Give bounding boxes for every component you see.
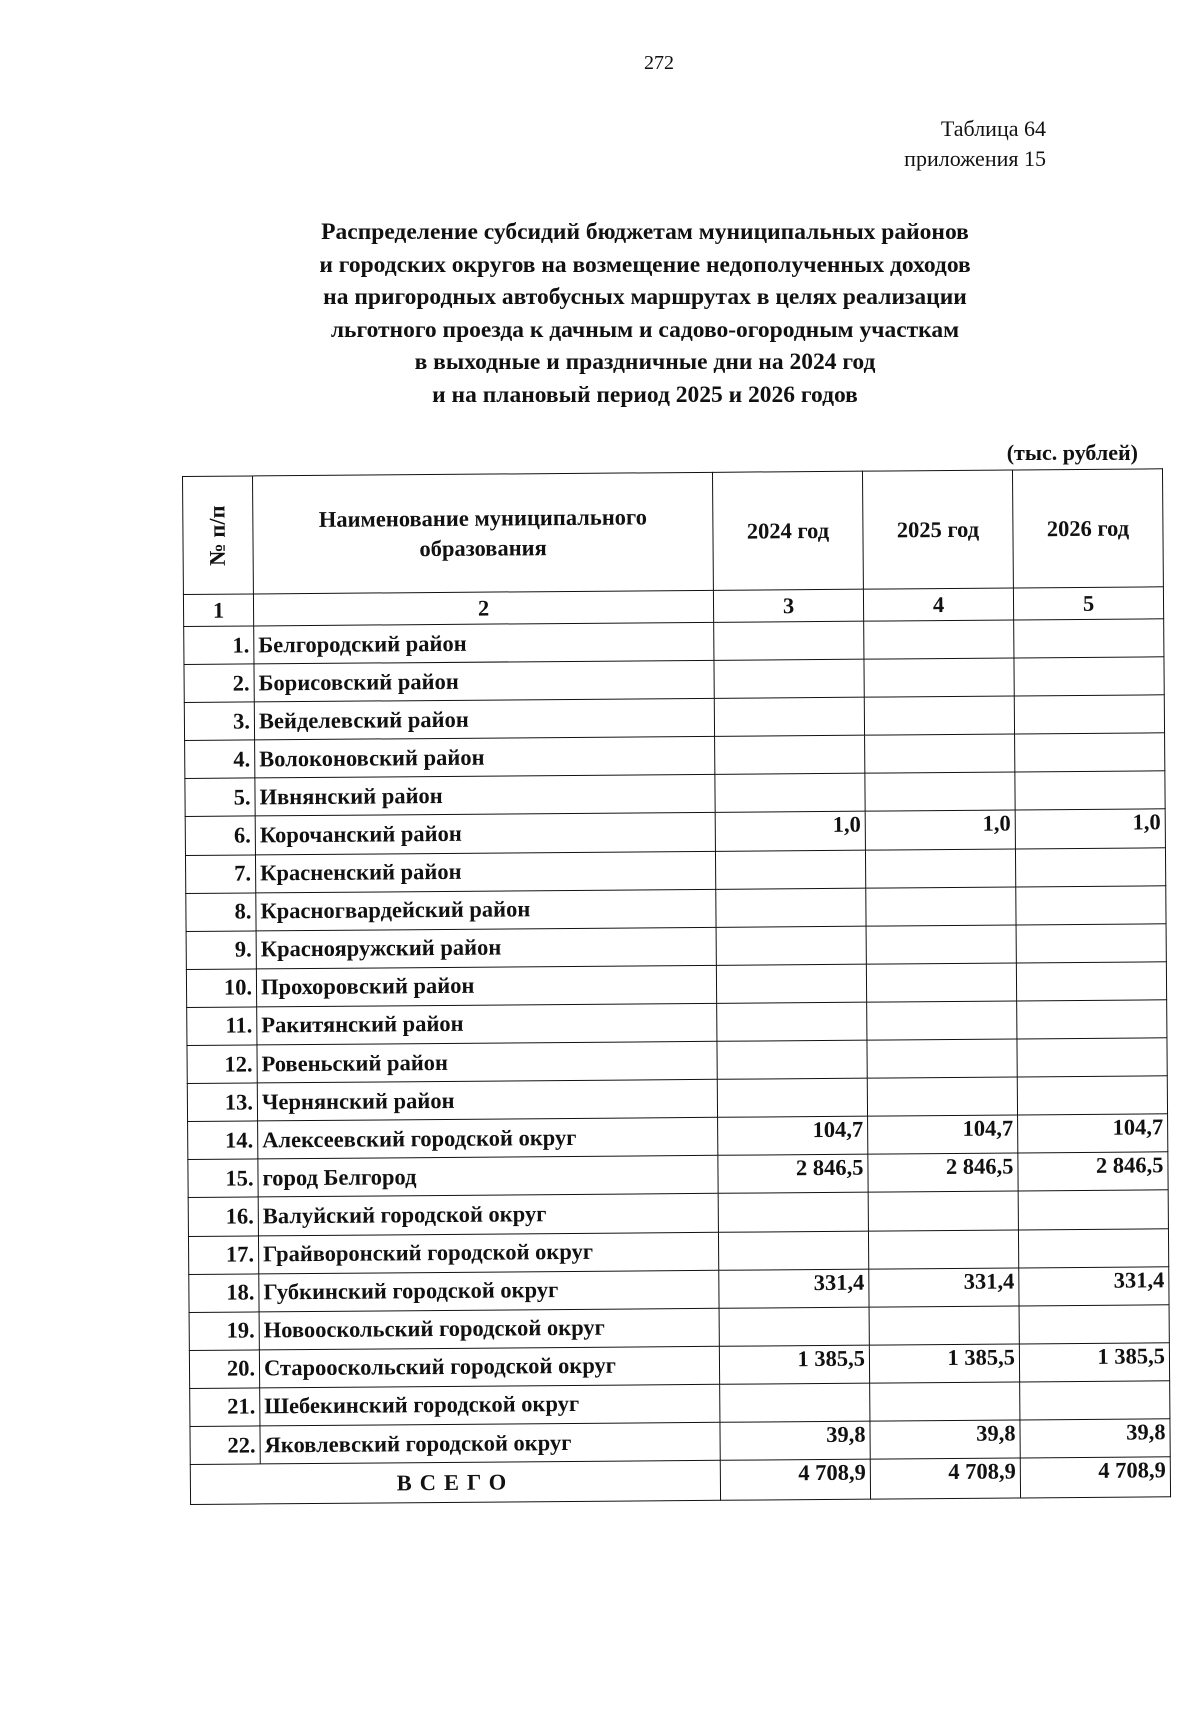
row-number: 15. <box>188 1159 258 1198</box>
value-2026 <box>1016 962 1166 1001</box>
municipality-name: Валуйский городской округ <box>258 1194 718 1236</box>
row-number: 2. <box>184 664 254 703</box>
total-2025: 4 708,9 <box>870 1458 1020 1499</box>
value-2026 <box>1015 771 1165 810</box>
value-2026 <box>1014 657 1164 696</box>
value-2025 <box>866 925 1016 964</box>
value-2026 <box>1015 847 1165 886</box>
row-number: 22. <box>190 1426 260 1465</box>
value-2024: 331,4 <box>719 1269 869 1308</box>
value-2026 <box>1017 1076 1167 1115</box>
municipality-name: Краснояружский район <box>256 927 716 969</box>
value-2024: 1 385,5 <box>719 1345 869 1384</box>
municipality-name: Красненский район <box>255 851 715 893</box>
col-header-name-line2: образования <box>419 534 547 561</box>
value-2025: 331,4 <box>869 1268 1019 1307</box>
row-number: 12. <box>187 1045 257 1084</box>
value-2025: 39,8 <box>870 1420 1020 1459</box>
municipality-name: Грайворонский городской округ <box>258 1232 718 1274</box>
value-2024 <box>717 1002 867 1041</box>
value-2025 <box>868 1229 1018 1268</box>
value-2026: 331,4 <box>1019 1266 1169 1305</box>
row-number: 21. <box>190 1388 260 1427</box>
value-2026 <box>1014 619 1164 658</box>
value-2024 <box>717 1040 867 1079</box>
value-2024 <box>717 1078 867 1117</box>
value-2024 <box>716 964 866 1003</box>
row-number: 14. <box>188 1121 258 1160</box>
value-2026 <box>1018 1228 1168 1267</box>
value-2025 <box>867 1077 1017 1116</box>
total-2024: 4 708,9 <box>720 1459 870 1500</box>
row-number: 6. <box>185 816 255 855</box>
value-2025 <box>867 1039 1017 1078</box>
value-2024 <box>718 1231 868 1270</box>
title-line: в выходные и праздничные дни на 2024 год <box>414 349 876 375</box>
col-index: 2 <box>253 590 713 626</box>
value-2025 <box>866 963 1016 1002</box>
value-2024: 104,7 <box>718 1116 868 1155</box>
municipality-name: Белгородский район <box>254 622 714 664</box>
col-header-2024: 2024 год <box>712 471 863 590</box>
page-number: 272 <box>644 52 674 74</box>
value-2025: 1,0 <box>865 810 1015 849</box>
value-2025 <box>864 658 1014 697</box>
title-line: на пригородных автобусных маршрутах в целях реализации <box>323 284 967 310</box>
value-2026 <box>1016 924 1166 963</box>
value-2024 <box>715 850 865 889</box>
table-ref-line1: Таблица 64 <box>940 116 1046 141</box>
value-2025: 2 846,5 <box>868 1153 1018 1192</box>
row-number: 10. <box>186 969 256 1008</box>
value-2025 <box>867 1001 1017 1040</box>
value-2024: 39,8 <box>720 1421 870 1460</box>
municipality-name: Чернянский район <box>257 1079 717 1121</box>
col-index: 5 <box>1013 587 1163 620</box>
value-2024 <box>714 621 864 660</box>
value-2026 <box>1014 695 1164 734</box>
value-2025: 1 385,5 <box>869 1344 1019 1383</box>
col-header-2025: 2025 год <box>862 470 1013 589</box>
value-2025 <box>865 772 1015 811</box>
value-2026 <box>1017 1000 1167 1039</box>
title-line: и городских округов на возмещение недополученных доходов <box>319 251 971 278</box>
units-label: (тыс. рублей) <box>1006 440 1138 465</box>
row-number: 16. <box>188 1197 258 1236</box>
value-2025 <box>864 696 1014 735</box>
value-2026 <box>1017 1038 1167 1077</box>
row-number: 3. <box>184 702 254 741</box>
value-2024: 2 846,5 <box>718 1154 868 1193</box>
total-row <box>190 1457 1170 1505</box>
municipality-name: Красногвардейский район <box>256 889 716 931</box>
value-2026 <box>1015 733 1165 772</box>
value-2024 <box>716 888 866 927</box>
value-2026 <box>1019 1304 1169 1343</box>
value-2026 <box>1020 1381 1170 1420</box>
row-number: 9. <box>186 931 256 970</box>
value-2026: 104,7 <box>1018 1114 1168 1153</box>
value-2026 <box>1018 1190 1168 1229</box>
value-2024 <box>720 1383 870 1422</box>
col-header-num-label: № п/п <box>204 504 231 566</box>
title-line: льготного проезда к дачным и садово-огородным участкам <box>330 316 960 343</box>
municipality-name: Ракитянский район <box>257 1003 717 1045</box>
row-number: 18. <box>189 1274 259 1313</box>
value-2025 <box>865 849 1015 888</box>
municipality-name: Алексеевский городской округ <box>258 1118 718 1160</box>
row-number: 4. <box>185 740 255 779</box>
row-number: 19. <box>189 1312 259 1351</box>
value-2025 <box>864 620 1014 659</box>
value-2025 <box>869 1306 1019 1345</box>
municipality-name: Старооскольский городской округ <box>259 1346 719 1388</box>
row-number: 17. <box>188 1235 258 1274</box>
municipality-name: Волоконовский район <box>255 737 715 779</box>
row-number: 8. <box>186 893 256 932</box>
value-2024 <box>716 926 866 965</box>
value-2025: 104,7 <box>868 1115 1018 1154</box>
col-index: 3 <box>713 589 863 622</box>
col-header-num <box>183 476 254 595</box>
row-number: 5. <box>185 778 255 817</box>
value-2025 <box>866 887 1016 926</box>
total-label: ВСЕГО <box>190 1460 720 1504</box>
value-2024 <box>714 697 864 736</box>
title-line: и на плановый период 2025 и 2026 годов <box>432 381 858 408</box>
header-row <box>183 469 1164 595</box>
municipality-name: Новооскольский городской округ <box>259 1308 719 1350</box>
value-2024 <box>715 774 865 813</box>
row-number: 1. <box>184 626 254 665</box>
value-2024: 1,0 <box>715 812 865 851</box>
col-header-name-line1: Наименование муниципального <box>318 503 647 532</box>
value-2026: 1,0 <box>1015 809 1165 848</box>
municipality-name: Ровеньский район <box>257 1041 717 1083</box>
municipality-name: Вейделевский район <box>254 699 714 741</box>
value-2025 <box>865 734 1015 773</box>
municipality-name: город Белгород <box>258 1156 718 1198</box>
value-2025 <box>868 1191 1018 1230</box>
municipality-name: Борисовский район <box>254 660 714 702</box>
total-2026: 4 708,9 <box>1020 1457 1170 1498</box>
municipality-name: Ивнянский район <box>255 775 715 817</box>
municipality-name: Шебекинский городской округ <box>260 1384 720 1426</box>
subsidy-distribution-table <box>182 468 1171 1505</box>
value-2026: 2 846,5 <box>1018 1152 1168 1191</box>
municipality-name: Губкинский городской округ <box>259 1270 719 1312</box>
col-index: 1 <box>183 594 253 627</box>
title-line: Распределение субсидий бюджетам муниципальных районов <box>321 219 969 245</box>
col-header-2026: 2026 год <box>1012 469 1163 588</box>
row-number: 20. <box>189 1350 259 1389</box>
value-2024 <box>715 735 865 774</box>
document-title <box>230 216 1060 411</box>
municipality-name: Корочанский район <box>255 813 715 855</box>
municipality-name: Прохоровский район <box>256 965 716 1007</box>
value-2025 <box>870 1382 1020 1421</box>
value-2024 <box>718 1193 868 1232</box>
value-2026: 39,8 <box>1020 1419 1170 1458</box>
value-2024 <box>719 1307 869 1346</box>
row-number: 11. <box>187 1007 257 1046</box>
municipality-name: Яковлевский городской округ <box>260 1422 720 1464</box>
value-2024 <box>714 659 864 698</box>
table-reference <box>904 114 1046 174</box>
value-2026: 1 385,5 <box>1019 1343 1169 1382</box>
col-header-name <box>253 472 714 594</box>
col-index: 4 <box>863 588 1013 621</box>
table-ref-line2: приложения 15 <box>904 146 1046 171</box>
row-number: 13. <box>187 1083 257 1122</box>
value-2026 <box>1016 885 1166 924</box>
row-number: 7. <box>185 854 255 893</box>
